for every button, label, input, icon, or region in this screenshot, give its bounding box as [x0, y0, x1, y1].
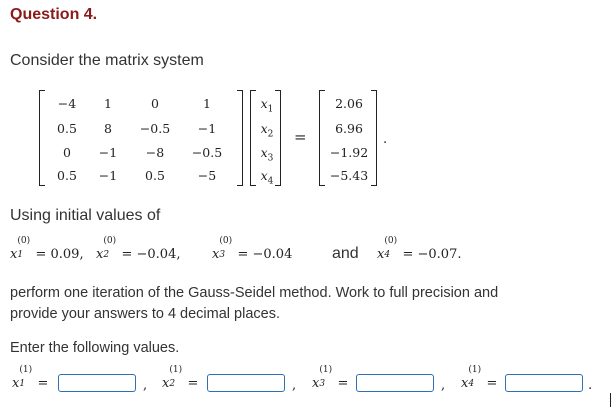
initial-values-label: Using initial values of	[10, 207, 161, 224]
matrix-cell: 0	[151, 96, 159, 111]
equals-sign: =	[294, 128, 307, 146]
answer-input-x1[interactable]	[58, 374, 136, 392]
answer-input-x2[interactable]	[207, 374, 285, 392]
separator: ,	[143, 378, 148, 393]
vector-var: $x_1$	[260, 96, 274, 115]
instructions-line-2: provide your answers to 4 decimal places.	[10, 306, 280, 322]
matrix-cell: −5	[197, 168, 217, 183]
initial-value-x1: x (0) 1 = 0.09,	[10, 236, 84, 262]
answer-label-x4: x (1) 4 =	[461, 365, 498, 391]
separator: ,	[292, 378, 297, 393]
matrix-cell: 0	[63, 145, 71, 160]
instructions-line-1: perform one iteration of the Gauss-Seidel method. Work to full precision and	[10, 285, 499, 301]
matrix-cell: 0.5	[145, 168, 165, 183]
enter-values-label: Enter the following values.	[10, 340, 180, 356]
and-text: and	[332, 245, 359, 262]
text-cursor-icon	[610, 393, 611, 407]
matrix-cell: 1	[104, 96, 112, 111]
matrix-right-bracket	[237, 90, 243, 186]
separator: .	[588, 378, 593, 393]
initial-value-x2: x (0) 2 = −0.04,	[96, 236, 181, 262]
matrix-cell: −1	[197, 121, 217, 136]
intro-text: Consider the matrix system	[10, 52, 204, 69]
separator: ,	[441, 378, 446, 393]
initial-value-x4: x (0) 4 = −0.07.	[377, 236, 462, 262]
question-title: Question 4.	[10, 6, 98, 23]
rhs-value: 6.96	[335, 121, 363, 136]
rhs-value: −5.43	[329, 168, 369, 183]
vector-left-bracket	[250, 90, 256, 186]
initial-value-x3: x (0) 3 = −0.04	[212, 236, 293, 262]
matrix-cell: 0.5	[57, 168, 77, 183]
matrix-cell: −1	[98, 168, 118, 183]
answer-label-x2: x (1) 2 =	[162, 365, 199, 391]
answer-label-x1: x (1) 1 =	[12, 365, 49, 391]
matrix-cell: −8	[145, 145, 165, 160]
vector-var: $x_2$	[260, 121, 274, 140]
answer-input-x3[interactable]	[356, 374, 434, 392]
matrix-cell: 8	[104, 121, 112, 136]
matrix-cell: −0.5	[191, 145, 223, 160]
vector-var: $x_4$	[260, 168, 274, 187]
vector-var: $x_3$	[260, 145, 274, 164]
matrix-cell: −1	[98, 145, 118, 160]
rhs-value: −1.92	[329, 145, 369, 160]
rhs-value: 2.06	[335, 96, 363, 111]
answer-input-x4[interactable]	[505, 374, 583, 392]
period: .	[383, 132, 388, 147]
answer-label-x3: x (1) 3 =	[312, 365, 349, 391]
matrix-cell: 0.5	[57, 121, 77, 136]
matrix-cell: −0.5	[139, 121, 171, 136]
matrix-cell: −4	[57, 96, 77, 111]
matrix-cell: 1	[203, 96, 211, 111]
